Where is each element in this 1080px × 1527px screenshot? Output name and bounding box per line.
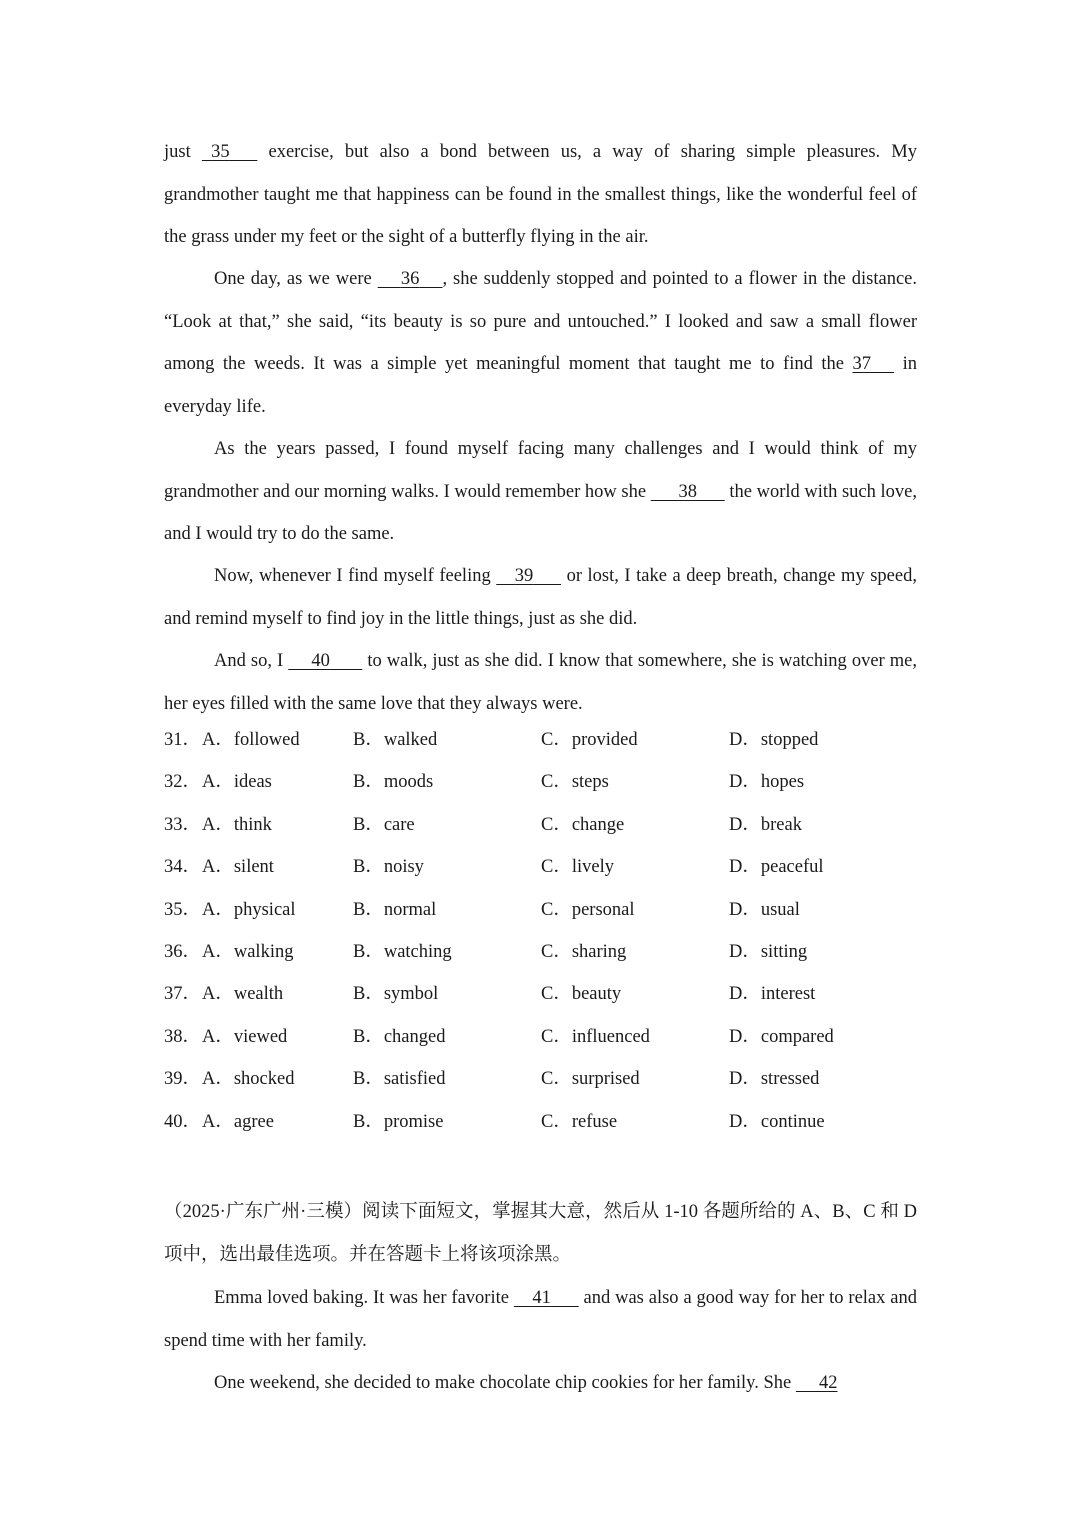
- option-d: D．interest: [729, 984, 816, 1005]
- blank-39: 39: [514, 566, 534, 586]
- option-c: C．refuse: [541, 1111, 618, 1132]
- option-c: C．change: [541, 814, 625, 835]
- option-row: [164, 725, 924, 767]
- passage-paragraph-2: One day, as we were 36 , she suddenly stopped and pointed to a flower in the distance. “Look at that,” she said, “its beauty is so pure and untouched.” I looked and saw a small flower among the weeds. It was a simple yet meaningful moment that taught me to find the 37 in everyday life.: [164, 258, 917, 428]
- option-row: [164, 895, 924, 937]
- option-b: B．moods: [353, 772, 434, 793]
- blank-42: 42: [818, 1373, 838, 1393]
- option-a: A．viewed: [202, 1026, 288, 1047]
- passage2-paragraph-1: Emma loved baking. It was her favorite 41 and was also a good way for her to relax and spend time with her family.: [164, 1277, 917, 1362]
- option-d: D．peaceful: [729, 857, 824, 878]
- option-d: D．hopes: [729, 772, 805, 793]
- option-row: [164, 937, 924, 979]
- option-b: B．symbol: [353, 984, 439, 1005]
- option-b: B．satisfied: [353, 1069, 446, 1090]
- option-row: [164, 1064, 924, 1106]
- option-d: D．break: [729, 814, 802, 835]
- passage-paragraph-3: As the years passed, I found myself facing many challenges and I would think of my grandmother and our morning walks. I would remember how she 38 the world with such love, and I would try to do the same.: [164, 439, 917, 544]
- option-row: [164, 852, 924, 894]
- option-row: [164, 810, 924, 852]
- option-b: B．care: [353, 814, 415, 835]
- passage-paragraph-5: And so, I 40 to walk, just as she did. I know that somewhere, she is watching over me, her eyes filled with the same love that they always were.: [164, 640, 917, 725]
- option-c: C．lively: [541, 857, 614, 878]
- option-row: [164, 1107, 924, 1149]
- option-d: D．sitting: [729, 942, 808, 962]
- question-number: 37．: [164, 984, 202, 1005]
- question-number: 36．: [164, 942, 202, 962]
- option-c: C．provided: [541, 730, 638, 750]
- option-d: D．stopped: [729, 730, 819, 750]
- section-instructions: （2025·广东广州·三模）阅读下面短文，掌握其大意，然后从 1-10 各题所给的 A、B、C 和 D 项中，选出最佳选项。并在答题卡上将该项涂黑。: [164, 1202, 917, 1265]
- question-number: 33．: [164, 814, 202, 835]
- question-number: 35．: [164, 899, 202, 920]
- option-a: A．silent: [202, 857, 274, 878]
- option-a: A．think: [202, 814, 272, 835]
- option-b: B．watching: [353, 942, 452, 962]
- option-b: B．noisy: [353, 857, 424, 878]
- question-number: 31．: [164, 730, 202, 750]
- option-a: A．followed: [202, 730, 300, 750]
- option-c: C．steps: [541, 772, 609, 793]
- option-a: A．walking: [202, 942, 294, 962]
- blank-35: 35: [211, 142, 230, 162]
- option-a: A．wealth: [202, 984, 284, 1005]
- blank-36: 36: [400, 269, 420, 289]
- blank-40: 40: [311, 651, 330, 671]
- question-number: 39．: [164, 1069, 202, 1090]
- question-number: 38．: [164, 1026, 202, 1047]
- option-b: B．changed: [353, 1026, 446, 1047]
- option-c: C．sharing: [541, 942, 627, 962]
- option-b: B．promise: [353, 1111, 444, 1132]
- option-b: B．walked: [353, 730, 438, 750]
- option-a: A．physical: [202, 899, 296, 920]
- question-number: 40．: [164, 1111, 202, 1132]
- option-a: A．ideas: [202, 772, 272, 793]
- option-c: C．surprised: [541, 1069, 640, 1090]
- option-c: C．influenced: [541, 1026, 650, 1047]
- option-d: D．stressed: [729, 1069, 820, 1090]
- passage-paragraph-4: Now, whenever I find myself feeling 39 or lost, I take a deep breath, change my speed, and remind myself to find joy in the little things, just as she did.: [164, 555, 917, 640]
- option-row: [164, 767, 924, 809]
- option-row: [164, 979, 924, 1021]
- option-d: D．usual: [729, 899, 800, 920]
- passage2-paragraph-2: One weekend, she decided to make chocolate chip cookies for her family. She 42: [164, 1362, 917, 1405]
- question-number: 34．: [164, 857, 202, 878]
- option-d: D．continue: [729, 1111, 825, 1132]
- option-c: C．personal: [541, 899, 635, 920]
- option-a: A．agree: [202, 1111, 274, 1132]
- option-a: A．shocked: [202, 1069, 295, 1090]
- question-number: 32．: [164, 772, 202, 793]
- passage-paragraph-1: just 35 exercise, but also a bond between us, a way of sharing simple pleasures. My grandmother taught me that happiness can be found in the smallest things, like the wonderful feel of the grass under my feet or the sight of a butterfly flying in the air.: [164, 131, 917, 259]
- option-d: D．compared: [729, 1026, 834, 1047]
- blank-41: 41: [532, 1288, 551, 1308]
- option-c: C．beauty: [541, 984, 622, 1005]
- option-row: [164, 1022, 924, 1064]
- option-b: B．normal: [353, 899, 437, 920]
- blank-38: 38: [678, 481, 697, 502]
- blank-37: 37: [852, 354, 871, 374]
